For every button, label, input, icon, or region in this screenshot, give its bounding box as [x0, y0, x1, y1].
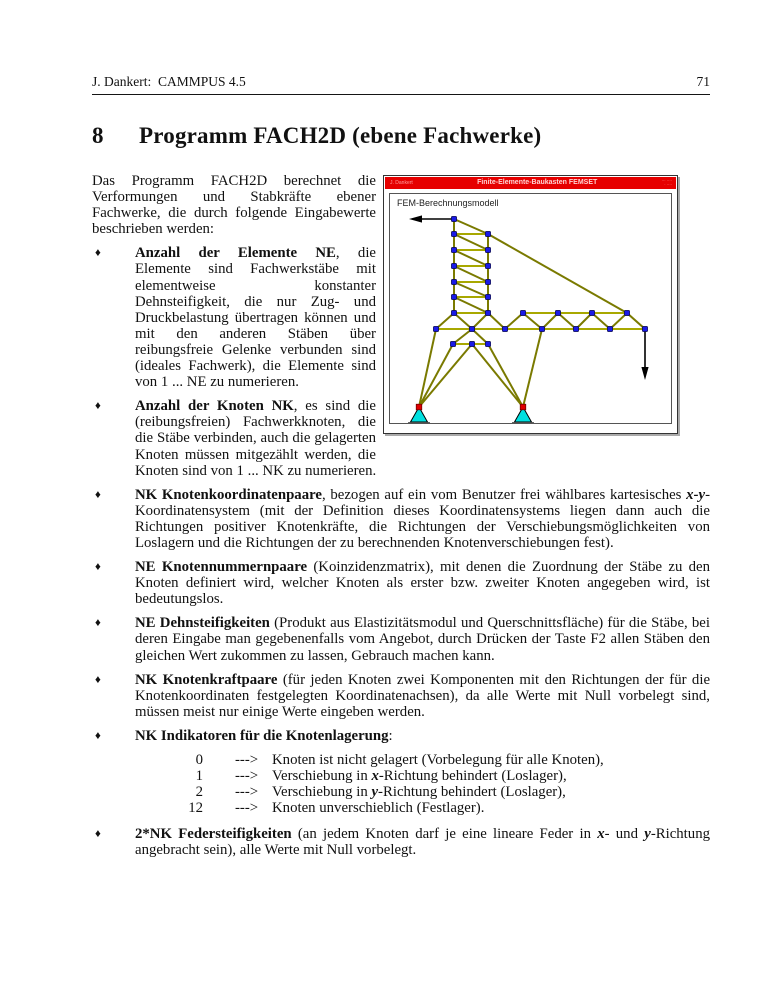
list-item [92, 487, 710, 551]
text-run: NK Indikatoren für die Knotenlagerung [135, 727, 389, 744]
running-header [92, 74, 710, 90]
diamond-bullet-icon: ♦ [95, 561, 101, 574]
force-arrowhead [409, 215, 422, 222]
list-item [92, 615, 710, 663]
indicator-value: 1 [195, 768, 203, 785]
bullet-list-lower [92, 826, 710, 858]
text-run: NK Knotenkraftpaare [135, 671, 278, 688]
diamond-bullet-icon: ♦ [95, 673, 101, 686]
indicator-description [272, 752, 710, 768]
text-run: 2*NK Federsteifigkeiten [135, 826, 292, 843]
text-run: -Richtung behindert (Loslager), [378, 784, 566, 801]
page-content [92, 74, 710, 867]
page-number: 71 [696, 74, 710, 89]
indicator-row [135, 784, 710, 800]
text-run: Knoten ist nicht gelagert (Vorbelegung für alle Knoten), [272, 752, 604, 768]
fem-window-titlebar [385, 177, 676, 189]
text-run: x [597, 826, 605, 843]
text-run: Verschiebung in [272, 784, 372, 801]
text-run: (für jeden Knoten zwei Komponenten mit den Richtungen der für die Knotenkoordinaten festgelegten Koordinatenachsen), da alle Werte mit Null vorbelegt sind, müssen meist nur einige Werte eingeben werden. [135, 671, 711, 720]
truss-node [451, 231, 456, 236]
diamond-bullet-icon: ♦ [95, 247, 101, 260]
diamond-bullet-icon: ♦ [95, 617, 101, 630]
fem-titlebar-info-line2: · ···· [664, 182, 672, 187]
list-item-text [135, 826, 710, 858]
header-rule [92, 94, 710, 95]
text-run: -Richtung angebracht sein), alle Werte mit Null vorbelegt. [135, 826, 710, 859]
list-item [92, 559, 710, 607]
chapter-heading [92, 123, 710, 149]
indicator-description [272, 784, 710, 800]
list-item [92, 826, 710, 858]
list-item-text [135, 398, 376, 478]
fem-titlebar-title: Finite-Elemente-Baukasten FEMSET [477, 178, 598, 186]
truss-node [485, 231, 490, 236]
indicator-value: 2 [195, 784, 203, 801]
list-item-text [135, 728, 393, 744]
text-run: , es sind die (reibungsfreien) Fachwerkknoten, die die Stäbe verbinden, auch die gelagerten Knoten müssen mitgezählt werden, die Knoten sind von 1 ... NK zu numerieren. [135, 398, 377, 479]
indicator-row [135, 768, 710, 784]
indicator-arrow: ---> [235, 784, 259, 801]
list-item-text [135, 615, 710, 663]
text-run: -Koordinatensystem (mit der Definition dieses Koordinatensystems liegen dann auch die Richtungen positiver Knotenkräfte, die Richtungen der Verschiebungsmöglichkeiten von Loslagern und die Richtungen der zu berechnenden Knotenverschiebungen fest). [135, 486, 711, 551]
indicator-row [135, 800, 710, 816]
text-run: Anzahl der Elemente NE [135, 245, 336, 262]
list-item [92, 245, 710, 390]
running-header-text: J. Dankert: CAMMPUS 4.5 [92, 74, 246, 89]
fem-titlebar-author: J. Dankert [390, 179, 413, 186]
text-run: -Richtung behindert (Loslager), [378, 768, 567, 785]
indicator-row [135, 752, 710, 768]
diamond-bullet-icon: ♦ [95, 729, 101, 742]
text-run: NE Knotennummernpaare [135, 559, 308, 576]
diamond-bullet-icon: ♦ [95, 400, 101, 413]
truss-member [454, 219, 488, 234]
text-run: (Koinzidenzmatrix), mit denen die Zuordnung der Stäbe zu den Knoten definiert wird, welcher Knoten als erster bzw. zweiter Knoten angegeben wird, ist bedeutungslos. [135, 559, 710, 608]
list-item-text [135, 559, 710, 607]
fem-panel-label: FEM-Berechnungsmodell [397, 198, 499, 208]
text-run: : [388, 727, 393, 744]
text-run: , bezogen auf ein vom Benutzer frei wählbares kartesisches [321, 486, 687, 503]
indicator-arrow: ---> [235, 768, 259, 785]
text-run: - und [604, 826, 645, 843]
list-item-text [135, 487, 710, 551]
list-item [92, 398, 710, 478]
list-item-text [135, 672, 710, 720]
truss-node [451, 216, 456, 221]
text-run: y [371, 784, 379, 801]
intro-paragraph: Das Programm FACH2D berechnet die Verformungen und Stabkräfte ebener Fachwerke, die durch folgende Eingabewerte beschrieben werden: [92, 173, 376, 238]
indicator-table [135, 752, 710, 816]
text-run: (Produkt aus Elastizitätsmodul und Querschnittsfläche) für die Stäbe, bei deren Eingabe man gegebenenfalls vom Angebot, durch Drücken der Taste F2 allen Stäben den gleichen Wert zukommen zu lassen, Gebrauch machen kann. [135, 615, 710, 664]
text-run: Knoten unverschieblich (Festlager). [272, 800, 485, 817]
chapter-number: 8 [92, 123, 104, 148]
indicator-value: 0 [195, 752, 203, 768]
fem-titlebar-info-line1: ··· ···· [661, 177, 672, 183]
text-run: NK Knotenkoordinatenpaare [135, 486, 322, 503]
text-run: x [371, 768, 379, 785]
indicator-value: 12 [188, 800, 203, 817]
indicator-arrow: ---> [235, 752, 259, 768]
fem-titlebar-info [662, 179, 676, 188]
chapter-title: Programm FACH2D (ebene Fachwerke) [139, 123, 542, 148]
text-run: Anzahl der Knoten NK [135, 398, 294, 415]
list-item [92, 728, 710, 744]
text-run: x-y [686, 486, 706, 503]
text-run: (an jedem Knoten darf je eine lineare Feder in [291, 826, 598, 843]
body-text [92, 173, 710, 859]
text-run: y [644, 826, 651, 843]
indicator-description [272, 768, 710, 784]
list-item [92, 672, 710, 720]
indicator-description [272, 800, 710, 816]
text-run: , die Elemente sind Fachwerkstäbe mit elementweise konstanter Dehnsteifigkeit, die nur Zug- und Druckbelastung übertragen können und mit den anderen Stäben über reibungsfreie Gelenke verbunden sind (ideales Fachwerk), die Elemente sind von 1 ... NE zu numerieren. [135, 245, 376, 391]
diamond-bullet-icon: ♦ [95, 488, 101, 501]
diamond-bullet-icon: ♦ [95, 828, 101, 841]
text-run: Verschiebung in [272, 768, 372, 785]
text-run: NE Dehnsteifigkeiten [135, 615, 270, 632]
indicator-arrow: ---> [235, 800, 259, 817]
bullet-list-upper [92, 245, 710, 744]
list-item-text [135, 245, 376, 390]
